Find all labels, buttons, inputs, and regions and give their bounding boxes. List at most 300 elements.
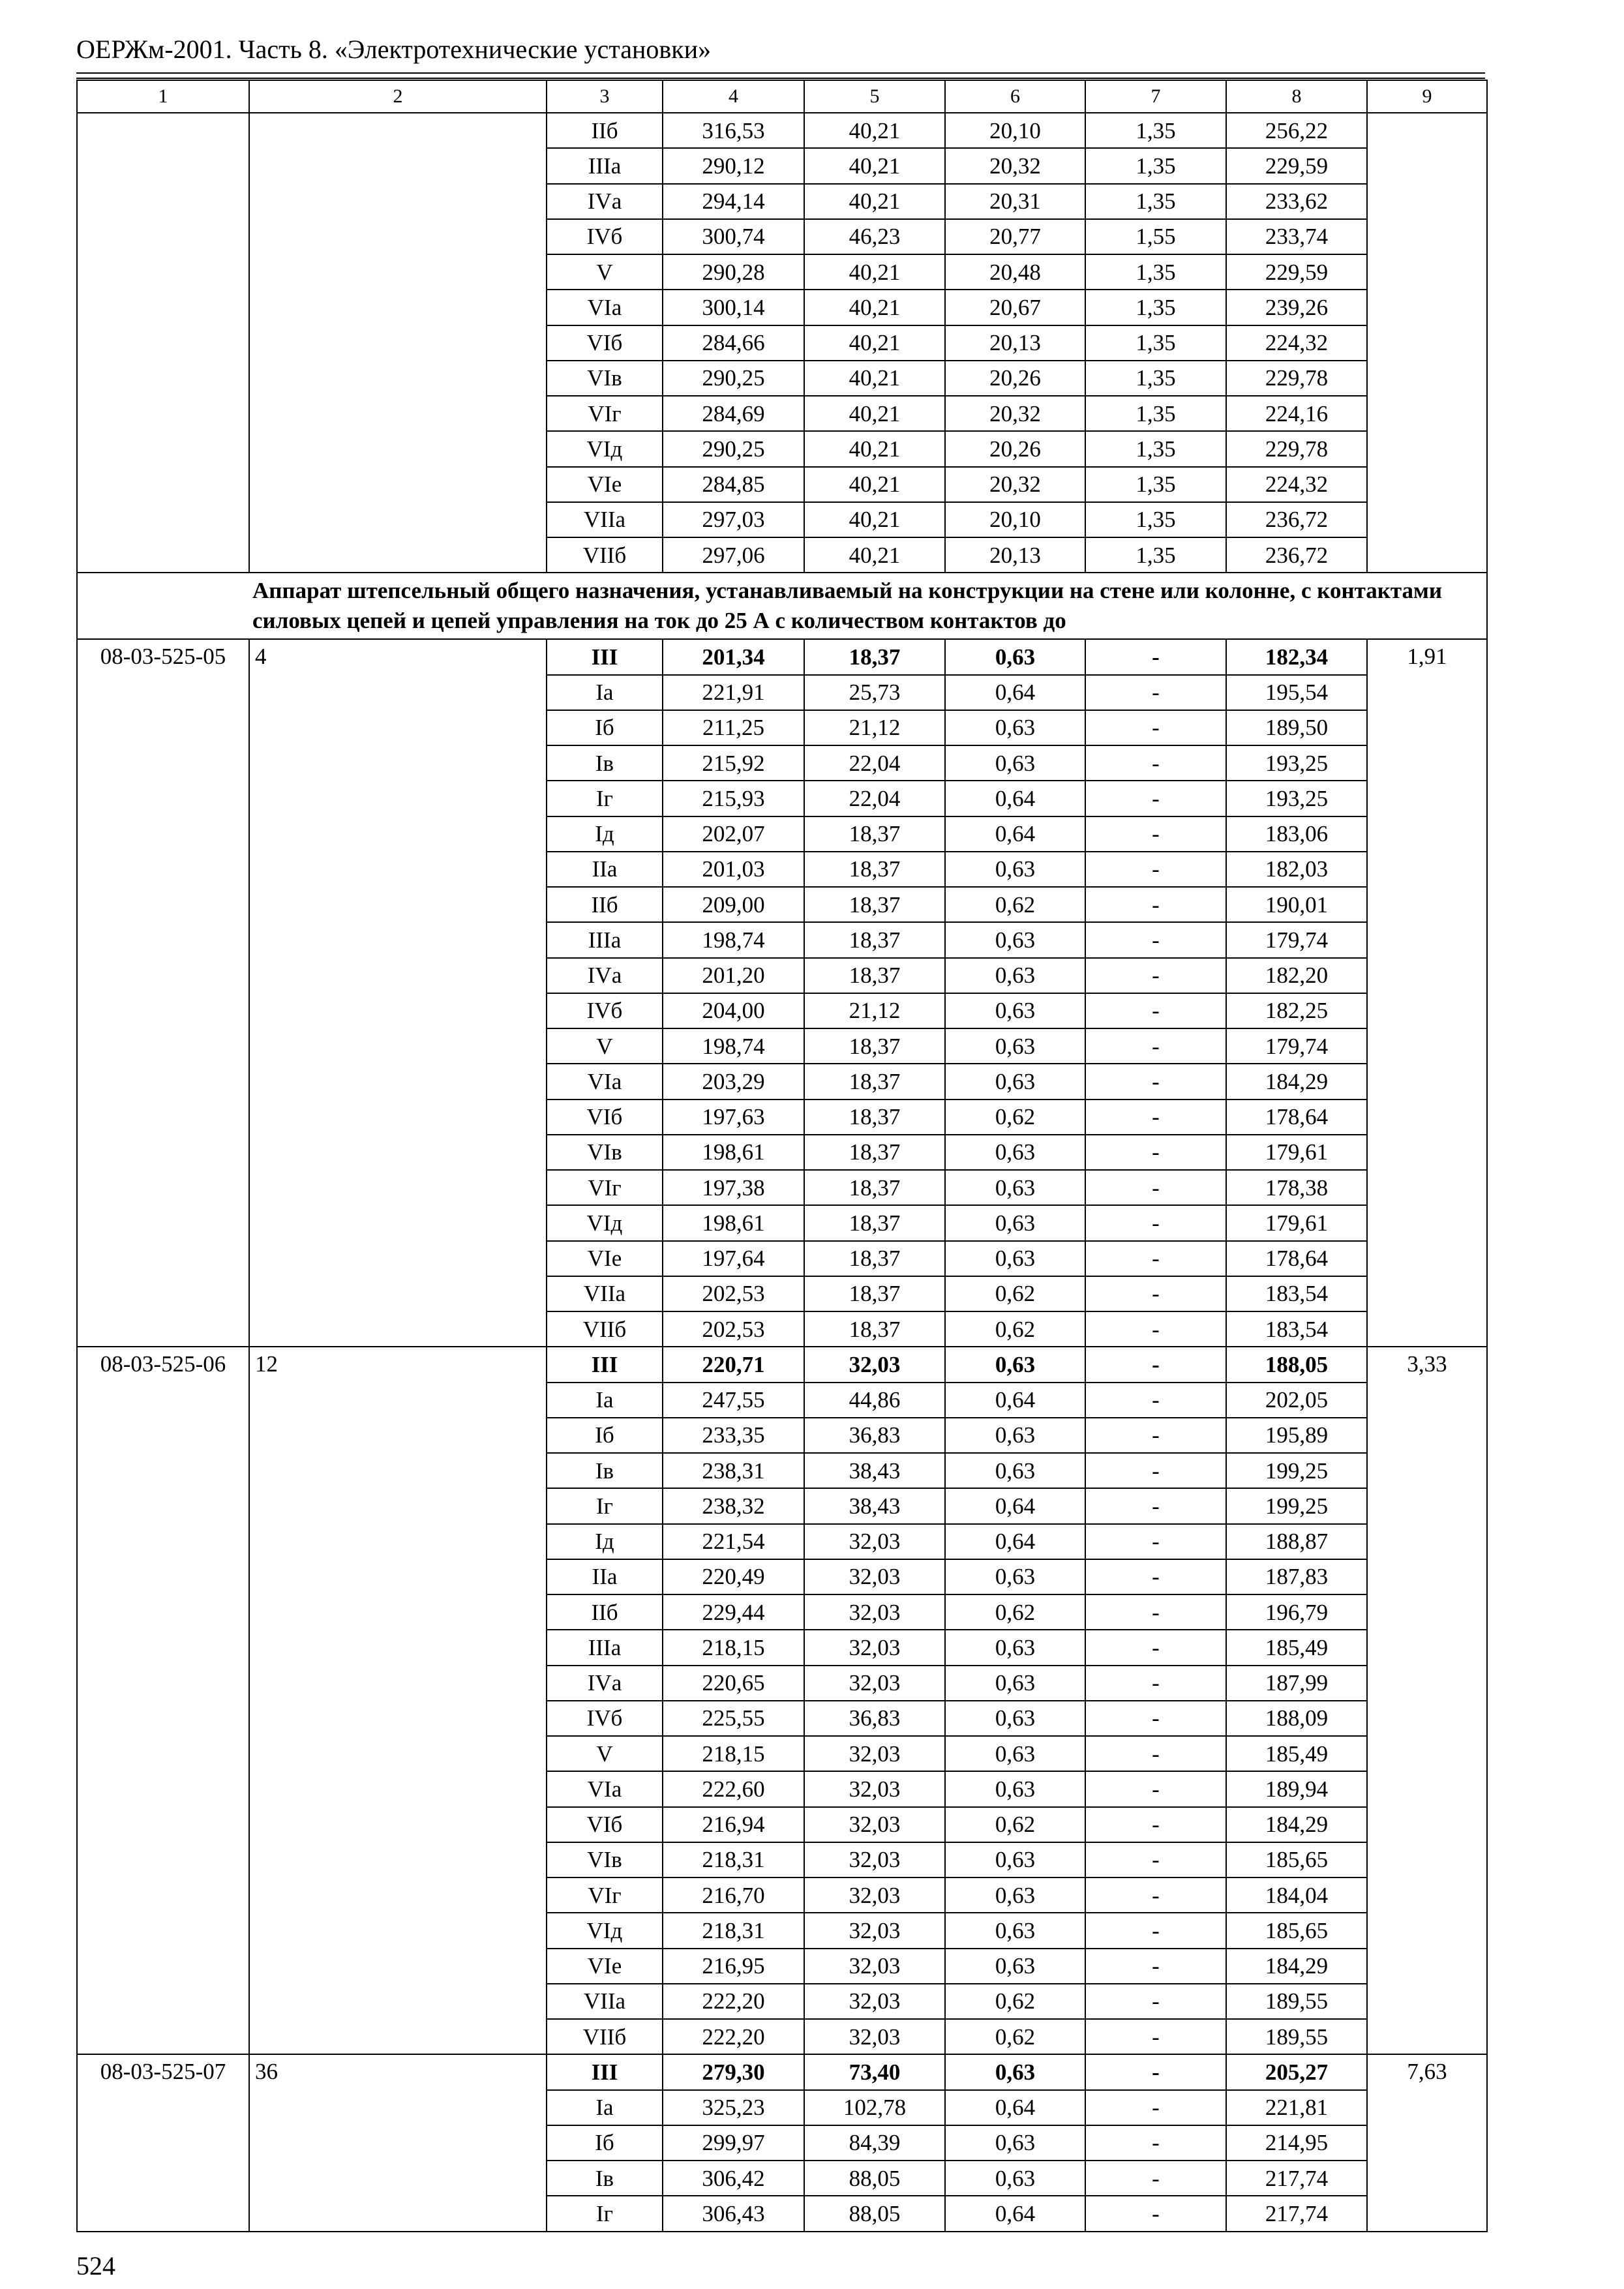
rate-code: 08-03-525-06 (77, 1347, 249, 2054)
value-cell: 0,63 (945, 1630, 1085, 1665)
column-header: 7 (1085, 80, 1226, 113)
value-cell: 1,35 (1085, 113, 1226, 148)
value-cell: - (1085, 639, 1226, 674)
value-cell: 247,55 (663, 1383, 804, 1418)
value-cell: 0,62 (945, 1984, 1085, 2019)
value-cell: 199,25 (1226, 1453, 1367, 1488)
value-cell: 40,21 (804, 537, 945, 573)
value-cell: 217,74 (1226, 2161, 1367, 2196)
rates-table (76, 80, 1488, 2232)
value-cell: 229,78 (1226, 431, 1367, 466)
value-cell: 0,63 (945, 1064, 1085, 1099)
value-cell: 18,37 (804, 1276, 945, 1311)
column-header: 9 (1367, 80, 1487, 113)
value-cell: 222,60 (663, 1771, 804, 1806)
value-cell: 0,63 (945, 1949, 1085, 1984)
value-cell: 189,55 (1226, 1984, 1367, 2019)
value-cell: 0,63 (945, 1666, 1085, 1701)
value-cell: 216,70 (663, 1878, 804, 1913)
value-cell: - (1085, 1771, 1226, 1806)
value-cell: III (547, 639, 663, 674)
value-cell: V (547, 1028, 663, 1064)
value-cell: 202,53 (663, 1311, 804, 1347)
value-cell: 195,54 (1226, 675, 1367, 710)
value-cell: 18,37 (804, 1028, 945, 1064)
value-cell: 32,03 (804, 1913, 945, 1948)
column-header: 4 (663, 80, 804, 113)
value-cell: 188,87 (1226, 1524, 1367, 1559)
value-cell: 40,21 (804, 502, 945, 537)
value-cell: 40,21 (804, 254, 945, 290)
value-cell: 36,83 (804, 1418, 945, 1453)
value-cell: 216,95 (663, 1949, 804, 1984)
value-cell: 0,63 (945, 2161, 1085, 2196)
value-cell: Iг (547, 781, 663, 816)
value-cell: 182,25 (1226, 993, 1367, 1028)
value-cell: 183,54 (1226, 1276, 1367, 1311)
value-cell: VIг (547, 396, 663, 431)
value-cell: 179,74 (1226, 922, 1367, 957)
value-cell: 229,59 (1226, 148, 1367, 183)
value-cell: IIа (547, 852, 663, 887)
value-cell: 40,21 (804, 361, 945, 396)
value-cell: 40,21 (804, 431, 945, 466)
value-cell: - (1085, 1878, 1226, 1913)
value-cell: 229,78 (1226, 361, 1367, 396)
value-cell: 229,44 (663, 1594, 804, 1630)
value-cell: - (1085, 1170, 1226, 1205)
value-cell: 18,37 (804, 1100, 945, 1135)
value-cell: 182,03 (1226, 852, 1367, 887)
value-cell: 215,92 (663, 745, 804, 781)
value-cell: 1,35 (1085, 184, 1226, 219)
value-cell: VIв (547, 361, 663, 396)
value-cell: IIб (547, 887, 663, 922)
value-cell: 18,37 (804, 1135, 945, 1170)
value-cell: VIг (547, 1170, 663, 1205)
value-cell: 32,03 (804, 1630, 945, 1665)
mass-value: 1,91 (1367, 639, 1487, 1347)
value-cell: 202,05 (1226, 1383, 1367, 1418)
value-cell: 233,74 (1226, 219, 1367, 254)
header-rule (76, 72, 1485, 74)
value-cell: - (1085, 2125, 1226, 2161)
value-cell: - (1085, 922, 1226, 957)
value-cell: Iд (547, 1524, 663, 1559)
value-cell: 0,63 (945, 1453, 1085, 1488)
value-cell: 1,35 (1085, 502, 1226, 537)
value-cell: 193,25 (1226, 781, 1367, 816)
value-cell: 40,21 (804, 467, 945, 502)
value-cell: 185,65 (1226, 1842, 1367, 1878)
value-cell: 0,63 (945, 852, 1085, 887)
value-cell: 233,35 (663, 1418, 804, 1453)
value-cell: 0,62 (945, 1311, 1085, 1347)
rate-code: 08-03-525-05 (77, 639, 249, 1347)
value-cell: IVб (547, 219, 663, 254)
value-cell: Iг (547, 1488, 663, 1523)
value-cell: 0,63 (945, 1736, 1085, 1771)
value-cell: 0,63 (945, 710, 1085, 745)
value-cell: - (1085, 1311, 1226, 1347)
value-cell: - (1085, 1276, 1226, 1311)
value-cell: 182,34 (1226, 639, 1367, 674)
value-cell: - (1085, 1064, 1226, 1099)
contact-count: 4 (249, 639, 547, 1347)
value-cell: VIб (547, 325, 663, 361)
value-cell: VIIа (547, 1984, 663, 2019)
value-cell: - (1085, 1135, 1226, 1170)
value-cell: Iб (547, 710, 663, 745)
value-cell: 183,06 (1226, 816, 1367, 852)
value-cell: 84,39 (804, 2125, 945, 2161)
value-cell: 25,73 (804, 675, 945, 710)
value-cell: - (1085, 1383, 1226, 1418)
value-cell: III (547, 2054, 663, 2089)
value-cell: - (1085, 993, 1226, 1028)
value-cell: 0,63 (945, 922, 1085, 957)
value-cell: 0,63 (945, 1771, 1085, 1806)
value-cell: IIIа (547, 922, 663, 957)
value-cell: IVб (547, 993, 663, 1028)
value-cell: 220,49 (663, 1559, 804, 1594)
value-cell: 209,00 (663, 887, 804, 922)
value-cell: VIв (547, 1135, 663, 1170)
value-cell: 46,23 (804, 219, 945, 254)
column-header: 1 (77, 80, 249, 113)
value-cell: - (1085, 1807, 1226, 1842)
value-cell: 20,10 (945, 502, 1085, 537)
value-cell: 198,61 (663, 1135, 804, 1170)
value-cell: 215,93 (663, 781, 804, 816)
value-cell: 300,74 (663, 219, 804, 254)
value-cell: 187,83 (1226, 1559, 1367, 1594)
value-cell: - (1085, 1241, 1226, 1276)
value-cell: Iг (547, 2196, 663, 2231)
value-cell: 204,00 (663, 993, 804, 1028)
value-cell: Iа (547, 675, 663, 710)
value-cell: 32,03 (804, 1736, 945, 1771)
code-cell (77, 113, 249, 573)
value-cell: 20,26 (945, 361, 1085, 396)
value-cell: 217,74 (1226, 2196, 1367, 2231)
section-title-row (77, 573, 1487, 639)
value-cell: 238,32 (663, 1488, 804, 1523)
value-cell: 306,42 (663, 2161, 804, 2196)
value-cell: 32,03 (804, 1524, 945, 1559)
column-header: 2 (249, 80, 547, 113)
value-cell: VIIб (547, 1311, 663, 1347)
value-cell: 18,37 (804, 887, 945, 922)
section-title: Аппарат штепсельный общего назначения, устанавливаемый на конструкции на стене или колонне, с контактами силовых цепей и цепей управления на ток до 25 А с количеством контактов до (77, 573, 1487, 639)
value-cell: 0,64 (945, 675, 1085, 710)
value-cell: VIIб (547, 2019, 663, 2054)
value-cell: - (1085, 1630, 1226, 1665)
value-cell: 32,03 (804, 1878, 945, 1913)
value-cell: IVа (547, 958, 663, 993)
value-cell: 197,38 (663, 1170, 804, 1205)
value-cell: IIIа (547, 1630, 663, 1665)
value-cell: 0,64 (945, 2196, 1085, 2231)
column-header: 8 (1226, 80, 1367, 113)
value-cell: 88,05 (804, 2196, 945, 2231)
value-cell: 1,35 (1085, 148, 1226, 183)
value-cell: 40,21 (804, 396, 945, 431)
value-cell: 18,37 (804, 1064, 945, 1099)
value-cell: 32,03 (804, 1949, 945, 1984)
value-cell: VIIб (547, 537, 663, 573)
value-cell: 0,63 (945, 1418, 1085, 1453)
value-cell: 32,03 (804, 1842, 945, 1878)
value-cell: 197,64 (663, 1241, 804, 1276)
mass-value: 3,33 (1367, 1347, 1487, 2054)
value-cell: 325,23 (663, 2090, 804, 2125)
value-cell: 1,35 (1085, 431, 1226, 466)
value-cell: - (1085, 1949, 1226, 1984)
value-cell: IIа (547, 1559, 663, 1594)
value-cell: 20,31 (945, 184, 1085, 219)
value-cell: 1,35 (1085, 537, 1226, 573)
value-cell: 290,25 (663, 361, 804, 396)
table-row (77, 639, 1487, 674)
value-cell: Iв (547, 2161, 663, 2196)
value-cell: Iб (547, 1418, 663, 1453)
column-header: 5 (804, 80, 945, 113)
value-cell: 178,38 (1226, 1170, 1367, 1205)
value-cell: 316,53 (663, 113, 804, 148)
value-cell: 18,37 (804, 1241, 945, 1276)
value-cell: 201,20 (663, 958, 804, 993)
value-cell: VIа (547, 290, 663, 325)
value-cell: IIб (547, 1594, 663, 1630)
value-cell: - (1085, 1347, 1226, 1382)
count-cell (249, 113, 547, 573)
value-cell: 20,67 (945, 290, 1085, 325)
value-cell: 20,13 (945, 537, 1085, 573)
value-cell: 211,25 (663, 710, 804, 745)
value-cell: 0,63 (945, 958, 1085, 993)
value-cell: Iв (547, 745, 663, 781)
value-cell: VIд (547, 431, 663, 466)
value-cell: IVб (547, 1701, 663, 1736)
value-cell: 18,37 (804, 1170, 945, 1205)
value-cell: - (1085, 710, 1226, 745)
value-cell: - (1085, 1453, 1226, 1488)
value-cell: 73,40 (804, 2054, 945, 2089)
table-row (77, 1347, 1487, 1382)
contact-count: 12 (249, 1347, 547, 2054)
value-cell: - (1085, 2019, 1226, 2054)
value-cell: 182,20 (1226, 958, 1367, 993)
value-cell: 239,26 (1226, 290, 1367, 325)
value-cell: VIе (547, 1949, 663, 1984)
column-header: 3 (547, 80, 663, 113)
value-cell: 32,03 (804, 1559, 945, 1594)
value-cell: 0,64 (945, 781, 1085, 816)
value-cell: 0,64 (945, 1524, 1085, 1559)
value-cell: 20,26 (945, 431, 1085, 466)
value-cell: - (1085, 2196, 1226, 2231)
value-cell: 88,05 (804, 2161, 945, 2196)
value-cell: V (547, 254, 663, 290)
value-cell: VIб (547, 1100, 663, 1135)
column-header: 6 (945, 80, 1085, 113)
value-cell: 201,34 (663, 639, 804, 674)
value-cell: 1,35 (1085, 254, 1226, 290)
value-cell: 184,29 (1226, 1949, 1367, 1984)
value-cell: 32,03 (804, 1807, 945, 1842)
value-cell: - (1085, 745, 1226, 781)
value-cell: - (1085, 852, 1226, 887)
value-cell: 18,37 (804, 922, 945, 957)
value-cell: Iа (547, 1383, 663, 1418)
value-cell: 1,35 (1085, 325, 1226, 361)
value-cell: - (1085, 816, 1226, 852)
value-cell: 40,21 (804, 325, 945, 361)
value-cell: - (1085, 675, 1226, 710)
value-cell: VIIа (547, 1276, 663, 1311)
value-cell: 0,63 (945, 993, 1085, 1028)
value-cell: - (1085, 2054, 1226, 2089)
value-cell: 188,05 (1226, 1347, 1367, 1382)
value-cell: 32,03 (804, 1984, 945, 2019)
value-cell: 284,69 (663, 396, 804, 431)
value-cell: 218,31 (663, 1842, 804, 1878)
value-cell: 1,35 (1085, 396, 1226, 431)
value-cell: 290,12 (663, 148, 804, 183)
value-cell: 18,37 (804, 852, 945, 887)
value-cell: - (1085, 1701, 1226, 1736)
value-cell: 300,14 (663, 290, 804, 325)
column-header-row (77, 80, 1487, 113)
value-cell: 218,15 (663, 1630, 804, 1665)
value-cell: 40,21 (804, 148, 945, 183)
value-cell: - (1085, 1559, 1226, 1594)
value-cell: - (1085, 887, 1226, 922)
value-cell: - (1085, 1100, 1226, 1135)
value-cell: 0,63 (945, 2054, 1085, 2089)
value-cell: 0,62 (945, 2019, 1085, 2054)
value-cell: 20,48 (945, 254, 1085, 290)
last-cell (1367, 113, 1487, 573)
value-cell: 221,81 (1226, 2090, 1367, 2125)
value-cell: 284,85 (663, 467, 804, 502)
value-cell: 0,63 (945, 1559, 1085, 1594)
value-cell: 40,21 (804, 113, 945, 148)
rate-code: 08-03-525-07 (77, 2054, 249, 2231)
value-cell: 199,25 (1226, 1488, 1367, 1523)
value-cell: 222,20 (663, 1984, 804, 2019)
value-cell: 20,32 (945, 467, 1085, 502)
value-cell: IIб (547, 113, 663, 148)
value-cell: - (1085, 958, 1226, 993)
value-cell: 32,03 (804, 1347, 945, 1382)
value-cell: 20,32 (945, 396, 1085, 431)
value-cell: VIд (547, 1205, 663, 1240)
value-cell: 18,37 (804, 639, 945, 674)
value-cell: 0,63 (945, 1913, 1085, 1948)
value-cell: 225,55 (663, 1701, 804, 1736)
value-cell: 102,78 (804, 2090, 945, 2125)
value-cell: VIе (547, 467, 663, 502)
value-cell: 38,43 (804, 1488, 945, 1523)
value-cell: 0,64 (945, 2090, 1085, 2125)
value-cell: 224,32 (1226, 325, 1367, 361)
value-cell: 193,25 (1226, 745, 1367, 781)
value-cell: 236,72 (1226, 502, 1367, 537)
value-cell: VIа (547, 1771, 663, 1806)
value-cell: 224,32 (1226, 467, 1367, 502)
value-cell: 32,03 (804, 2019, 945, 2054)
value-cell: 18,37 (804, 1311, 945, 1347)
value-cell: IVа (547, 1666, 663, 1701)
value-cell: 188,09 (1226, 1701, 1367, 1736)
value-cell: - (1085, 2090, 1226, 2125)
value-cell: 0,62 (945, 1594, 1085, 1630)
value-cell: 185,65 (1226, 1913, 1367, 1948)
value-cell: 184,29 (1226, 1064, 1367, 1099)
value-cell: 36,83 (804, 1701, 945, 1736)
value-cell: 178,64 (1226, 1241, 1367, 1276)
value-cell: 183,54 (1226, 1311, 1367, 1347)
value-cell: 198,74 (663, 922, 804, 957)
table-row (77, 2054, 1487, 2089)
value-cell: 0,63 (945, 1028, 1085, 1064)
value-cell: - (1085, 1205, 1226, 1240)
value-cell: IVа (547, 184, 663, 219)
value-cell: 178,64 (1226, 1100, 1367, 1135)
mass-value: 7,63 (1367, 2054, 1487, 2231)
value-cell: 190,01 (1226, 887, 1367, 922)
value-cell: 205,27 (1226, 2054, 1367, 2089)
value-cell: 38,43 (804, 1453, 945, 1488)
value-cell: 44,86 (804, 1383, 945, 1418)
value-cell: 224,16 (1226, 396, 1367, 431)
value-cell: 187,99 (1226, 1666, 1367, 1701)
value-cell: 20,10 (945, 113, 1085, 148)
value-cell: 20,13 (945, 325, 1085, 361)
value-cell: 238,31 (663, 1453, 804, 1488)
value-cell: 189,50 (1226, 710, 1367, 745)
value-cell: 0,63 (945, 1205, 1085, 1240)
value-cell: 201,03 (663, 852, 804, 887)
value-cell: 185,49 (1226, 1630, 1367, 1665)
value-cell: Iа (547, 2090, 663, 2125)
value-cell: 22,04 (804, 745, 945, 781)
value-cell: 185,49 (1226, 1736, 1367, 1771)
value-cell: 179,61 (1226, 1135, 1367, 1170)
value-cell: 299,97 (663, 2125, 804, 2161)
value-cell: 0,64 (945, 1488, 1085, 1523)
value-cell: 0,62 (945, 1807, 1085, 1842)
value-cell: VIд (547, 1913, 663, 1948)
value-cell: 0,63 (945, 2125, 1085, 2161)
value-cell: 189,55 (1226, 2019, 1367, 2054)
value-cell: 0,62 (945, 887, 1085, 922)
value-cell: 221,91 (663, 675, 804, 710)
value-cell: VIг (547, 1878, 663, 1913)
value-cell: 0,63 (945, 1135, 1085, 1170)
value-cell: 20,77 (945, 219, 1085, 254)
header-rule-lower (76, 78, 1485, 79)
value-cell: VIа (547, 1064, 663, 1099)
value-cell: 195,89 (1226, 1418, 1367, 1453)
value-cell: 218,15 (663, 1736, 804, 1771)
value-cell: - (1085, 1594, 1226, 1630)
value-cell: Iд (547, 816, 663, 852)
value-cell: 1,35 (1085, 361, 1226, 396)
value-cell: - (1085, 1666, 1226, 1701)
